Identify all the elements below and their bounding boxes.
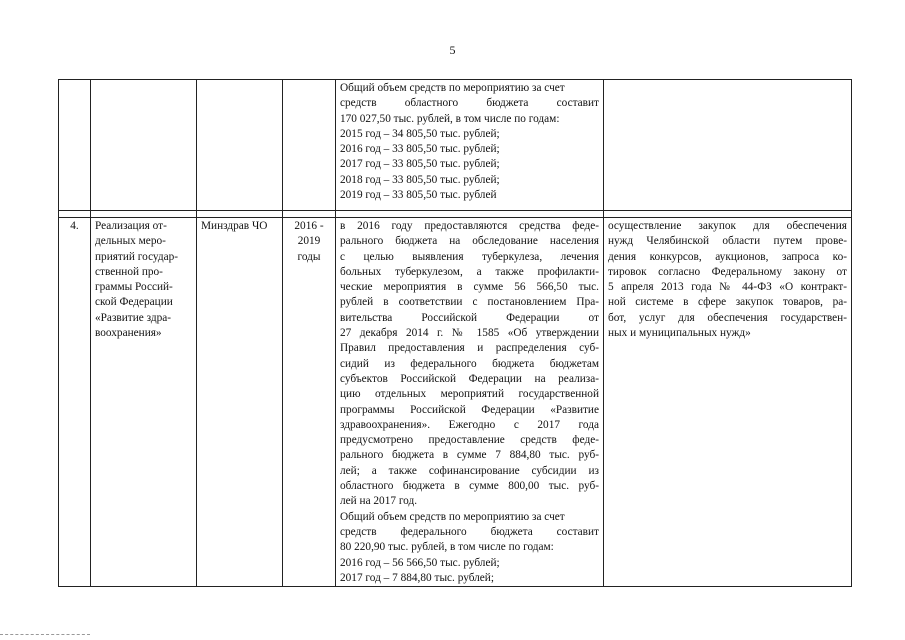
- cell-description: [336, 218, 604, 587]
- text-line: цию отдельных мероприятий государственной: [340, 388, 599, 401]
- text-line: «Развитие здра-: [95, 311, 172, 324]
- cell-description: [336, 80, 604, 211]
- cell-name: [91, 218, 197, 587]
- text-line: 2016 -: [294, 220, 324, 232]
- text-line: ных и муниципальных нужд»: [608, 327, 751, 340]
- text-line: 2019: [297, 235, 321, 248]
- text-line: 2017 год – 33 805,50 тыс. рублей;: [340, 158, 500, 171]
- text-line: воохранения»: [95, 327, 162, 340]
- text-line: ской Федерации: [95, 296, 173, 309]
- text-line: 2018 год – 33 805,50 тыс. рублей;: [340, 173, 500, 186]
- text-line: приятий государ-: [95, 250, 179, 263]
- page-number: 5: [449, 43, 456, 57]
- text-line: Общий объем средств по мероприятию за счет: [340, 510, 565, 523]
- text-line: ственной про-: [95, 265, 163, 278]
- text-line: больных туберкулезом, а также профилакти-: [340, 265, 599, 278]
- text-line: областного бюджета в сумме 800,00 тыс. руб-: [340, 480, 599, 493]
- text-line: 2016 год – 56 566,50 тыс. рублей;: [340, 556, 500, 569]
- text-line: дения конкурсов, аукционов, запроса ко-: [608, 250, 847, 263]
- text-line: с целью выявления туберкулеза, лечения: [340, 250, 599, 263]
- text-line: ной системе в сфере закупок товаров, ра-: [608, 296, 847, 309]
- text-line: тировок согласно Федеральному закону от: [608, 265, 847, 278]
- text-line: средств федерального бюджета составит: [340, 525, 599, 538]
- text-line: годы: [297, 250, 321, 263]
- text-line: ческие мероприятия в сумме 56 566,50 тыс.: [340, 281, 599, 294]
- cell-period: [283, 80, 336, 211]
- text-line: субъектов Российской Федерации на реализа-: [340, 372, 599, 385]
- program-table: [58, 79, 852, 587]
- text-line: предусмотрено предоставление средств феде-: [340, 434, 599, 447]
- text-line: средств областного бюджета составит: [340, 97, 599, 110]
- text-line: 27 декабря 2014 г. № 1585 «Об утверждении: [340, 327, 599, 340]
- text-line: граммы Россий-: [95, 281, 173, 294]
- text-line: 80 220,90 тыс. рублей, в том числе по годам:: [340, 541, 554, 554]
- text-line: здравоохранения». Ежегодно с 2017 года: [340, 418, 599, 431]
- row-spacer: [59, 211, 852, 218]
- text-line: рублей в соответствии с постановлением Пра-: [340, 296, 599, 309]
- text-line: 2016 год – 33 805,50 тыс. рублей;: [340, 143, 500, 156]
- text-line: нужд Челябинской области путем прове-: [608, 235, 847, 248]
- text-line: 170 027,50 тыс. рублей, в том числе по годам:: [340, 112, 560, 125]
- text-line: дельных меро-: [95, 235, 166, 248]
- cell-notes: [604, 80, 852, 211]
- text-line: сидий из федерального бюджета бюджетам: [340, 357, 599, 370]
- cell-number: 4.: [59, 218, 91, 587]
- text-line: рального бюджета в сумме 7 884,80 тыс. руб-: [340, 449, 599, 462]
- text-line: лей на 2017 год.: [340, 495, 418, 508]
- cell-name: [91, 80, 197, 211]
- text-line: Реализация от-: [95, 220, 167, 232]
- text-line: осуществление закупок для обеспечения: [608, 220, 847, 232]
- text-line: рального бюджета на обследование населения: [340, 235, 599, 248]
- text-line: 2017 год – 7 884,80 тыс. рублей;: [340, 571, 494, 584]
- cell-number: [59, 80, 91, 211]
- text-line: программы Российской Федерации «Развитие: [340, 403, 599, 416]
- cell-executor: [197, 80, 283, 211]
- text-line: Правил предоставления и распределения суб-: [340, 342, 599, 355]
- table-row: [59, 80, 852, 211]
- text-line: 2015 год – 34 805,50 тыс. рублей;: [340, 127, 500, 140]
- text-line: вительства Российской Федерации от: [340, 311, 599, 324]
- text-line: в 2016 году предоставляются средства феде-: [340, 220, 599, 232]
- table-row: [59, 218, 852, 587]
- text-line: 2019 год – 33 805,50 тыс. рублей: [340, 189, 497, 202]
- text-line: 5 апреля 2013 года № 44-ФЗ «О контракт-: [608, 281, 847, 294]
- cell-executor: Минздрав ЧО: [197, 218, 283, 587]
- cell-notes: [604, 218, 852, 587]
- text-line: Общий объем средств по мероприятию за счет: [340, 82, 565, 94]
- scan-mark: [0, 634, 90, 637]
- cell-period: [283, 218, 336, 587]
- text-line: лей; а также софинансирование субсидии из: [340, 464, 599, 477]
- text-line: бот, услуг для обеспечения государствен-: [608, 311, 847, 324]
